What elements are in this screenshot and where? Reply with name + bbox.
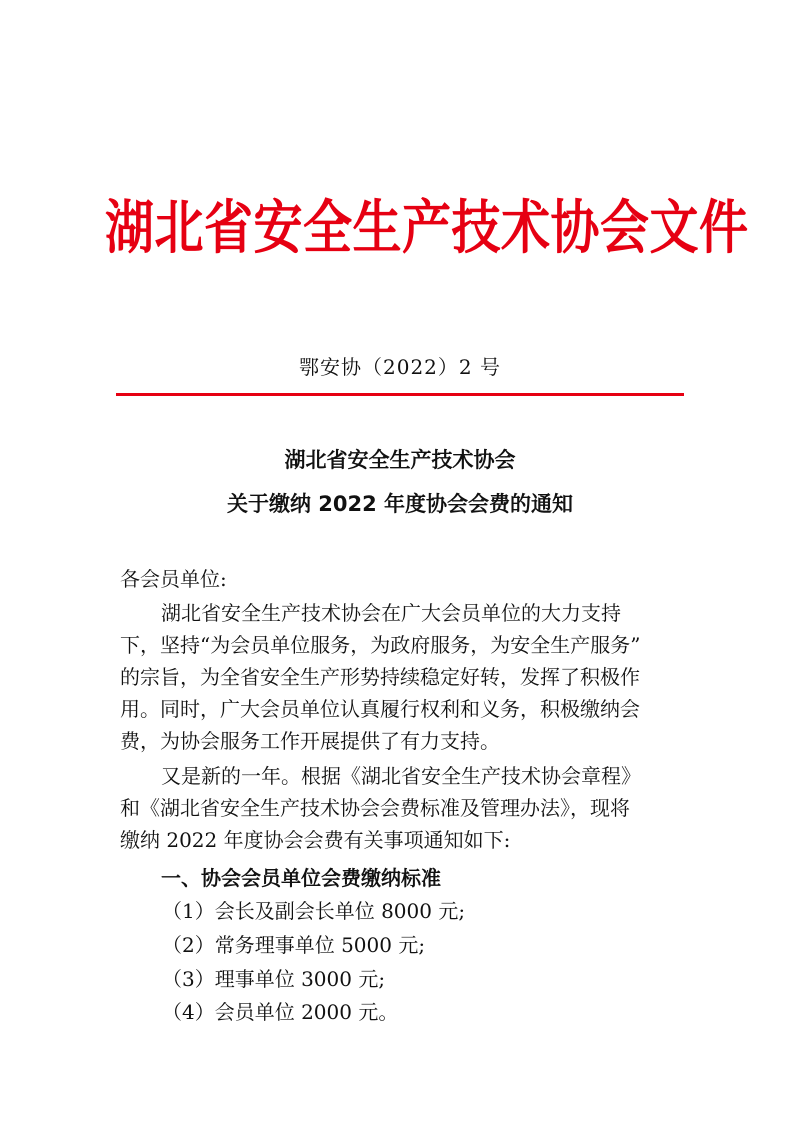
notice-title-line-1: 湖北省安全生产技术协会	[284, 448, 516, 472]
fee-item-1: （1）会长及副会长单位 8000 元;	[162, 899, 466, 923]
fee-item-2: （2）常务理事单位 5000 元;	[162, 933, 426, 957]
fee-item-3: （3）理事单位 3000 元;	[162, 967, 386, 991]
paragraph-2-line-2: 和《湖北省安全生产技术协会会费标准及管理办法》，现将	[120, 796, 630, 820]
fee-item-4: （4）会员单位 2000 元。	[162, 1000, 399, 1024]
paragraph-1-line-1: 湖北省安全生产技术协会在广大会员单位的大力支持	[161, 601, 621, 625]
paragraph-1	[120, 597, 695, 757]
paragraph-1-line-3: 的宗旨，为全省安全生产形势持续稳定好转，发挥了积极作	[120, 665, 640, 689]
salutation: 各会员单位:	[120, 567, 227, 591]
paragraph-2	[120, 760, 695, 856]
paragraph-1-line-5: 费，为协会服务工作开展提供了有力支持。	[120, 729, 500, 753]
paragraph-1-line-4: 用。同时，广大会员单位认真履行权利和义务，积极缴纳会	[120, 697, 640, 721]
notice-title-line-2: 关于缴纳 2022 年度协会会费的通知	[226, 492, 574, 516]
paragraph-2-line-1: 又是新的一年。根据《湖北省安全生产技术协会章程》	[161, 764, 641, 788]
section-1-heading: 一、协会会员单位会费缴纳标准	[161, 866, 441, 890]
paragraph-2-line-3: 缴纳 2022 年度协会会费有关事项通知如下:	[120, 828, 511, 852]
issuer-header: 湖北省安全生产技术协会文件	[105, 193, 749, 262]
red-header-rule	[116, 393, 684, 396]
document-number: 鄂安协（2022）2 号	[299, 355, 501, 379]
paragraph-1-line-2: 下，坚持“为会员单位服务，为政府服务，为安全生产服务”	[120, 633, 641, 657]
